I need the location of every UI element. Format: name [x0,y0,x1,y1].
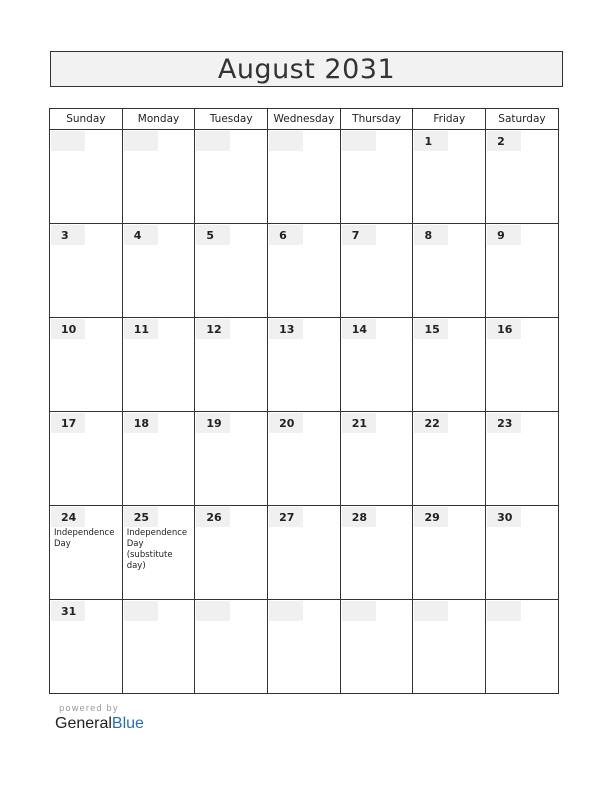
calendar-grid [49,108,559,694]
weekday-sunday: Sunday [50,109,123,130]
calendar-day-cell [50,412,123,506]
day-number: 25 [124,507,158,527]
calendar-day-cell [268,600,341,694]
day-number [124,131,158,151]
day-number [414,601,448,621]
weekday-friday: Friday [413,109,486,130]
weekday-tuesday: Tuesday [195,109,268,130]
calendar-day-cell [50,318,123,412]
day-number: 23 [487,413,521,433]
day-number: 5 [196,225,230,245]
calendar-day-cell [268,412,341,506]
calendar-day-cell [195,506,268,600]
calendar-day-cell [195,318,268,412]
day-number [124,601,158,621]
day-number: 4 [124,225,158,245]
logo-general-text: General [55,715,112,732]
day-number: 30 [487,507,521,527]
day-number: 27 [269,507,303,527]
day-number: 29 [414,507,448,527]
day-number: 26 [196,507,230,527]
calendar-week-row [50,506,559,600]
calendar-day-cell [340,600,413,694]
weekday-thursday: Thursday [340,109,413,130]
calendar-day-cell [50,600,123,694]
calendar-day-cell [413,130,486,224]
calendar-day-cell [50,130,123,224]
day-number: 10 [51,319,85,339]
calendar-day-cell [122,412,195,506]
day-number: 20 [269,413,303,433]
day-number: 12 [196,319,230,339]
weekday-monday: Monday [122,109,195,130]
calendar-day-cell [122,318,195,412]
weekday-saturday: Saturday [486,109,559,130]
calendar-week-row [50,130,559,224]
day-number: 16 [487,319,521,339]
powered-by-text: powered by [59,704,119,714]
day-number: 1 [414,131,448,151]
day-number [196,131,230,151]
day-number [269,131,303,151]
day-number [342,131,376,151]
day-number [51,131,85,151]
calendar-day-cell [340,224,413,318]
calendar-day-cell [122,600,195,694]
calendar-day-cell [195,130,268,224]
day-number: 22 [414,413,448,433]
calendar-day-cell [486,412,559,506]
calendar-day-cell [122,506,195,600]
calendar-day-cell [486,130,559,224]
calendar-day-cell [340,506,413,600]
day-number: 21 [342,413,376,433]
day-number: 9 [487,225,521,245]
weekday-wednesday: Wednesday [268,109,341,130]
calendar-week-row [50,224,559,318]
day-number: 3 [51,225,85,245]
calendar-day-cell [413,600,486,694]
calendar-day-cell [413,506,486,600]
day-number [196,601,230,621]
day-number: 6 [269,225,303,245]
day-number: 24 [51,507,85,527]
calendar-title: August 2031 [50,51,563,87]
calendar-day-cell [413,224,486,318]
day-number: 18 [124,413,158,433]
day-number: 2 [487,131,521,151]
day-number: 15 [414,319,448,339]
calendar-day-cell [50,224,123,318]
calendar-week-row [50,412,559,506]
calendar-day-cell [195,412,268,506]
day-number [487,601,521,621]
day-number: 19 [196,413,230,433]
holiday-note: Independence Day (substitute day) [126,528,188,571]
generalblue-logo[interactable] [55,715,144,733]
calendar-week-row [50,600,559,694]
logo-blue-text: Blue [111,715,144,732]
calendar-day-cell [413,412,486,506]
day-number: 11 [124,319,158,339]
day-number: 28 [342,507,376,527]
day-number [342,601,376,621]
calendar-day-cell [122,130,195,224]
day-number [269,601,303,621]
day-number: 14 [342,319,376,339]
calendar-day-cell [340,318,413,412]
calendar-day-cell [486,318,559,412]
calendar-day-cell [486,506,559,600]
calendar-day-cell [340,412,413,506]
calendar-day-cell [340,130,413,224]
day-number: 17 [51,413,85,433]
day-number: 13 [269,319,303,339]
day-number: 8 [414,225,448,245]
calendar-day-cell [268,506,341,600]
weekday-header-row [50,109,559,130]
calendar-day-cell [268,130,341,224]
calendar-day-cell [50,506,123,600]
day-number: 7 [342,225,376,245]
calendar-day-cell [486,224,559,318]
holiday-note: Independence Day [54,528,115,549]
calendar-day-cell [268,318,341,412]
day-number: 31 [51,601,85,621]
calendar-day-cell [122,224,195,318]
calendar-week-row [50,318,559,412]
calendar-day-cell [195,224,268,318]
calendar-day-cell [486,600,559,694]
calendar-day-cell [268,224,341,318]
calendar-day-cell [413,318,486,412]
calendar-day-cell [195,600,268,694]
